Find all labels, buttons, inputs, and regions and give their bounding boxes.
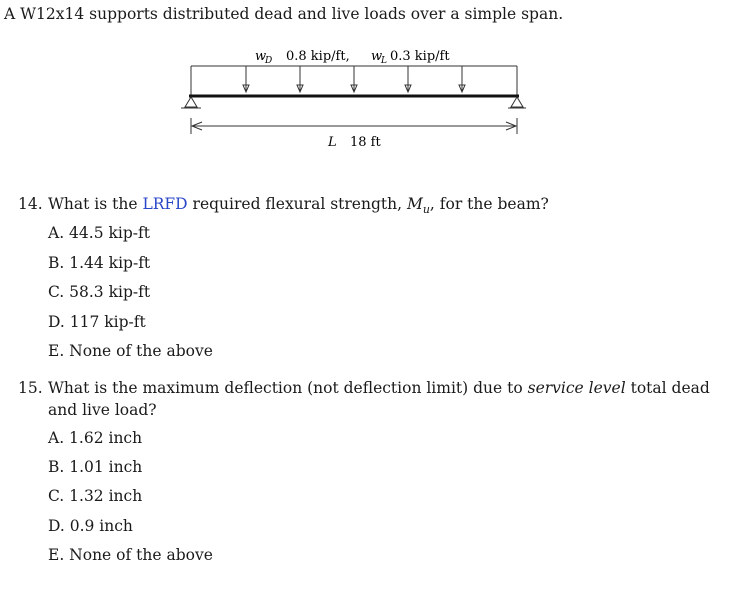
dead-load-symbol: w [255,49,267,64]
q14-option-a[interactable]: A. 44.5 kip-ft [48,224,150,242]
right-support [508,97,526,108]
q14-option-d[interactable]: D. 117 kip-ft [48,313,146,331]
q15-option-e[interactable]: E. None of the above [48,546,213,564]
question-number: 14. [18,195,43,213]
q15-option-c[interactable]: C. 1.32 inch [48,487,143,505]
question-text-line2: and live load? [48,401,157,419]
question-text: What is the maximum deflection (not deflection limit) due to [48,379,528,397]
question-text: , for the beam? [429,195,549,213]
q14-option-b[interactable]: B. 1.44 kip-ft [48,254,151,272]
italic-term: service level [527,379,626,397]
span-value: 18 ft [350,135,381,150]
q14-option-c[interactable]: C. 58.3 kip-ft [48,283,151,301]
dead-load-subscript: D [265,56,273,66]
left-support [181,97,201,108]
question-text: total dead [625,379,710,397]
lrfd-term: LRFD [142,195,188,213]
question-text: What is the [48,195,143,213]
question-14 [18,195,549,216]
q15-option-a[interactable]: A. 1.62 inch [48,429,143,447]
moment-symbol: M [406,195,423,213]
live-load-symbol: w [371,49,383,64]
q15-option-b[interactable]: B. 1.01 inch [48,458,143,476]
question-15 [18,377,718,421]
load-arrows [243,66,465,92]
moment-subscript: u [422,203,430,217]
question-text: required flexural strength, [187,195,407,213]
live-load-subscript: L [381,56,387,66]
beam-diagram [0,0,739,175]
q15-option-d[interactable]: D. 0.9 inch [48,517,133,535]
span-dimension [191,118,517,134]
question-number: 15. [18,379,43,397]
dead-load-value: 0.8 kip/ft, [286,49,350,64]
span-symbol: L [328,135,337,150]
live-load-value: 0.3 kip/ft [390,49,450,64]
q14-option-e[interactable]: E. None of the above [48,342,213,360]
problem-intro: A W12x14 supports distributed dead and live loads over a simple span. [4,5,564,23]
